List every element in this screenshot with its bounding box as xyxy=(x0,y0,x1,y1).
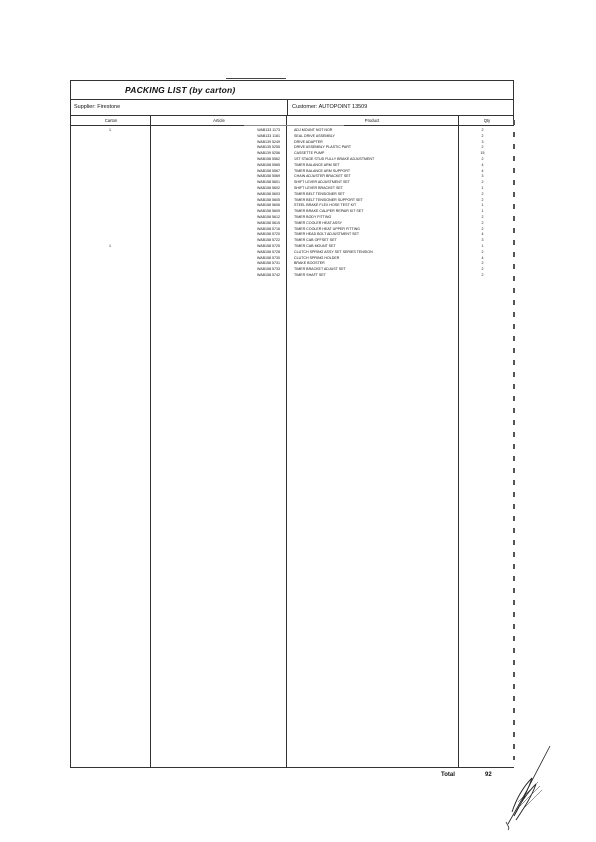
total-value: 92 xyxy=(485,772,492,778)
header-carton: Carton xyxy=(104,118,118,123)
article-cell: WAB158 5603 xyxy=(256,191,280,196)
header-qty: Qty xyxy=(483,118,491,123)
article-cell: WAB158 5720 xyxy=(256,232,280,237)
qty-cell: 4 xyxy=(481,255,484,260)
article-cell: WAB133 1181 xyxy=(257,133,280,138)
qty-cell: 2 xyxy=(481,220,484,225)
product-cell: DRIVE ASSEMBLY PLASTIC PART xyxy=(294,145,352,150)
signature-mark xyxy=(498,742,558,832)
product-cell: TIMER HEAD BOLT ADJUSTMENT SET xyxy=(294,232,360,237)
qty-cell: 2 xyxy=(481,133,484,138)
article-cell: WAB158 5615 xyxy=(256,220,280,225)
product-cell: CLUTCH SPRING ASSY SET SERIES TENSION xyxy=(294,249,373,254)
product-cell: TIMER BRACKET ADJUST SET xyxy=(294,267,346,272)
article-cell: WAB158 5605 xyxy=(256,197,280,202)
qty-cell: 2 xyxy=(481,249,484,254)
qty-cell: 2 xyxy=(481,267,484,272)
product-cell: SHIFT LEVER ADJUSTMENT SET xyxy=(294,180,350,185)
page-title: PACKING LIST (by carton) xyxy=(125,85,236,95)
qty-cell: 4 xyxy=(481,162,484,167)
party-divider xyxy=(287,100,288,115)
product-cell: TIMER BELT TENSIONER SET xyxy=(294,191,345,196)
qty-cell: 2 xyxy=(481,180,484,185)
header-article: Article xyxy=(213,118,225,123)
article-cell: WAB158 5569 xyxy=(256,174,280,179)
packing-list-sheet xyxy=(70,80,514,768)
party-row xyxy=(70,100,514,116)
article-cell: WAB158 5733 xyxy=(256,267,280,272)
product-cell: TIMER SHAFT SET xyxy=(294,272,326,277)
article-cell: WAB158 5742 xyxy=(256,272,280,277)
qty-cell: 2 xyxy=(481,272,484,277)
total-label: Total xyxy=(441,772,455,778)
qty-cell: 2 xyxy=(481,197,484,202)
article-cell: WAB158 5612 xyxy=(256,214,280,219)
article-cell: WAB158 5722 xyxy=(256,238,280,243)
product-cell: TIMER BELT TENSIONER SUPPORT SET xyxy=(294,197,363,202)
qty-cell: 2 xyxy=(481,156,484,161)
article-cell: WAB135 5255 xyxy=(256,145,280,150)
table-rows xyxy=(70,128,514,279)
qty-cell: 15 xyxy=(480,151,485,156)
product-cell: TIMER BODY FITTING xyxy=(294,214,332,219)
article-cell: WAB158 5728 xyxy=(256,249,280,254)
article-cell: WAB158 5725 xyxy=(256,243,280,248)
product-cell: DRIVE ADAPTER xyxy=(294,139,323,144)
article-cell: WAB158 5565 xyxy=(256,162,280,167)
product-cell: SEAL DRIVE ASSEMBLY xyxy=(294,133,335,138)
product-cell: TIMER CAB OFFSET SET xyxy=(294,238,337,243)
product-cell: ADJ MOUNT NOT NOR xyxy=(294,128,333,132)
qty-cell: 3 xyxy=(481,139,484,144)
title-row xyxy=(70,80,514,100)
product-cell: TIMER COOLER HEAT UPPER FITTING xyxy=(294,226,360,231)
qty-cell: 2 xyxy=(481,191,484,196)
table-row xyxy=(70,273,514,279)
product-cell: TIMER CAB MOUNT SET xyxy=(294,243,336,248)
scan-mark xyxy=(226,78,286,79)
product-cell: BRAKE BOOSTER xyxy=(294,261,325,266)
qty-cell: 2 xyxy=(481,226,484,231)
article-cell: WAB158 5609 xyxy=(256,209,280,214)
article-cell: WAB139 5256 xyxy=(256,151,280,156)
product-cell: SHIFT LEVER BRACKET SET xyxy=(294,185,343,190)
article-cell: WAB158 5602 xyxy=(256,185,280,190)
qty-cell: 1 xyxy=(481,209,484,214)
carton-cell: 1 xyxy=(109,243,111,248)
article-cell: WAB158 5601 xyxy=(256,180,280,185)
qty-cell: 2 xyxy=(481,214,484,219)
header-product: Product xyxy=(364,118,380,123)
scan-mark xyxy=(244,125,344,126)
product-cell: TIMER BALANCE ARM SUPPORT xyxy=(294,168,351,173)
product-cell: CLUTCH SPRING HOLDER xyxy=(294,255,340,260)
customer-field: Customer: AUTOPOINT 13509 xyxy=(292,104,368,110)
article-cell: WAB158 5567 xyxy=(256,168,280,173)
article-cell: WAB158 5716 xyxy=(256,226,280,231)
article-cell: WAB158 5562 xyxy=(256,156,280,161)
article-cell: WAB158 5731 xyxy=(256,261,280,266)
product-cell: CASSETTE PUMP xyxy=(294,151,325,156)
product-cell: 1ST STAGE STUD FULLY BRAKE ADJUSTMENT xyxy=(294,156,375,161)
qty-cell: 2 xyxy=(481,145,484,150)
qty-cell: 4 xyxy=(481,232,484,237)
article-cell: WAB139 5249 xyxy=(256,139,280,144)
qty-cell: 1 xyxy=(481,243,484,248)
article-cell: WAB158 5730 xyxy=(256,255,280,260)
scan-edge-mark xyxy=(513,120,515,760)
product-cell: CHAIN ADJUSTER BRACKET SET xyxy=(294,174,351,179)
qty-cell: 2 xyxy=(481,128,484,132)
qty-cell: 2 xyxy=(481,261,484,266)
qty-cell: 1 xyxy=(481,185,484,190)
product-cell: STEEL BRAKE FLEX HOSE TEST KIT xyxy=(294,203,357,208)
product-cell: TIMER BRAKE CALIPER REPAIR KIT SET xyxy=(294,209,364,214)
article-cell: WAB158 5606 xyxy=(256,203,280,208)
qty-cell: 1 xyxy=(481,203,484,208)
qty-cell: 4 xyxy=(481,168,484,173)
qty-cell: 3 xyxy=(481,238,484,243)
article-cell: WAB133 1173 xyxy=(257,128,280,132)
supplier-field: Supplier: Firestone xyxy=(74,104,121,110)
qty-cell: 3 xyxy=(481,174,484,179)
carton-cell: 1 xyxy=(109,128,111,132)
product-cell: TIMER COOLER HEAT ASSY xyxy=(294,220,342,225)
product-cell: TIMER BALANCE ARM SET xyxy=(294,162,340,167)
